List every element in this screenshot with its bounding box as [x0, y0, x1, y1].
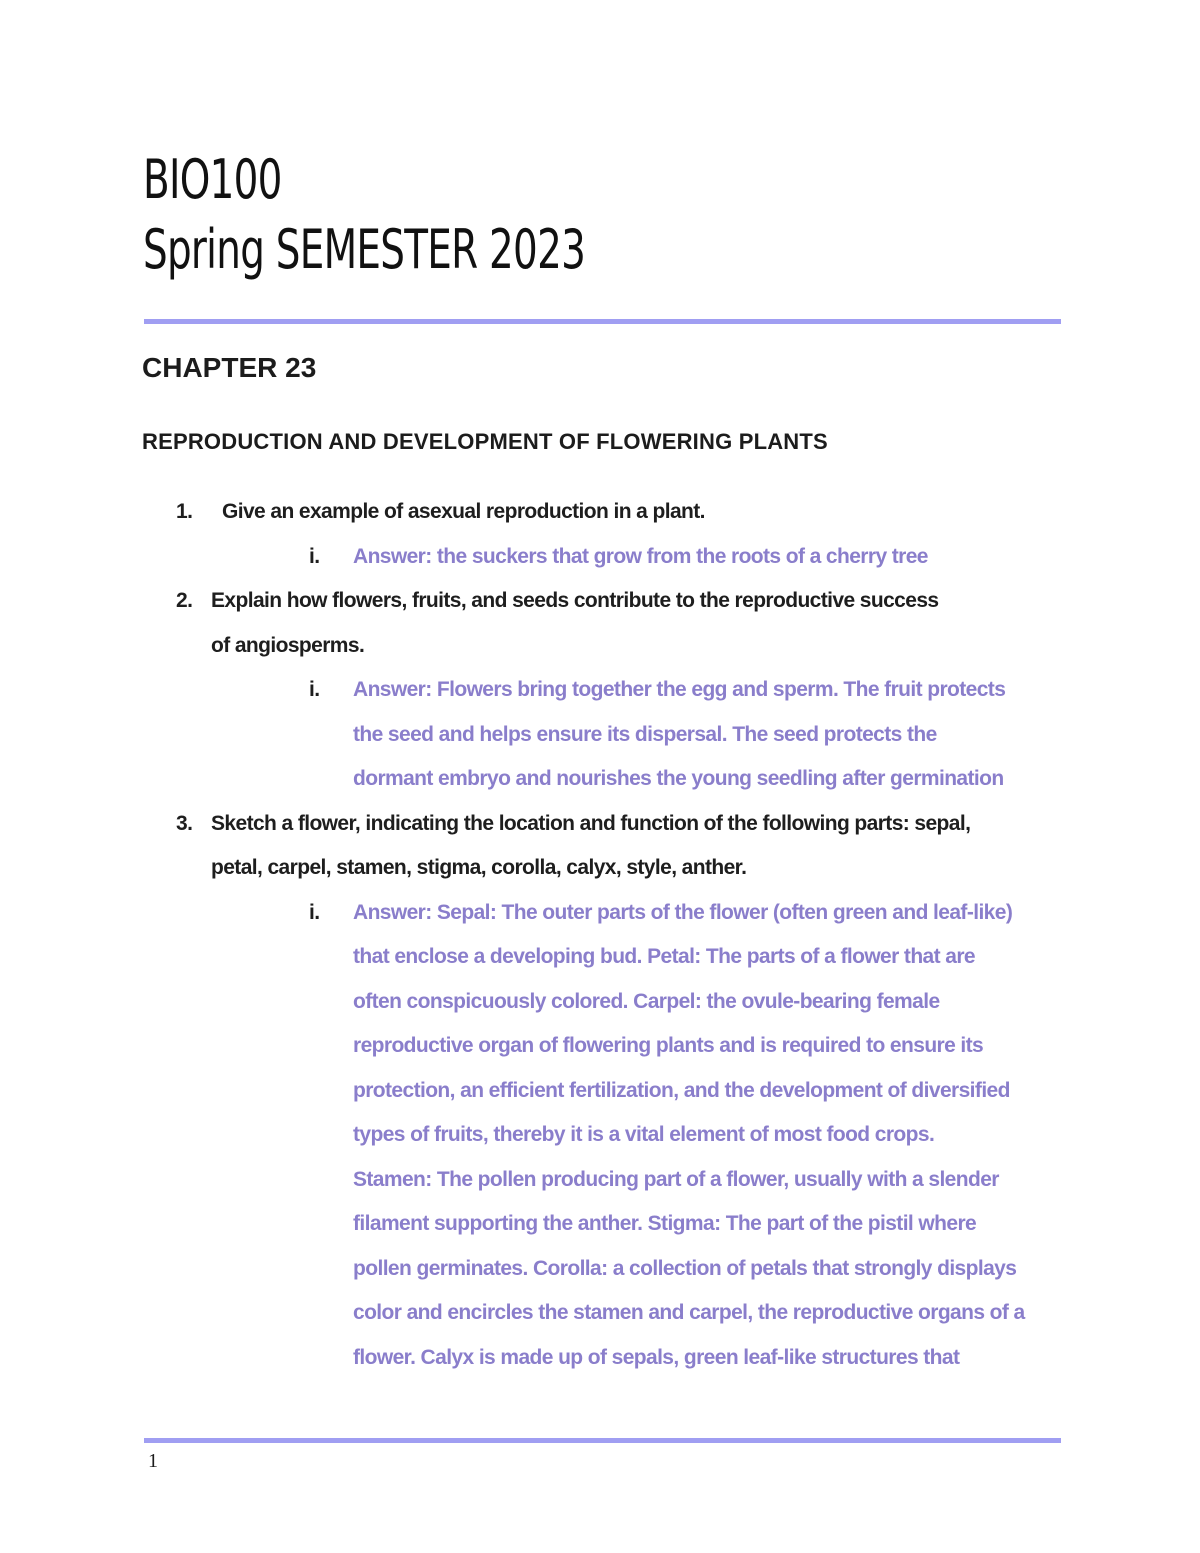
answer-text: Answer: Sepal: The outer parts of the flower (often green and leaf-like)	[353, 900, 1013, 924]
answer-text: Answer: Flowers bring together the egg and sperm. The fruit protects	[353, 678, 1006, 701]
answer-line	[0, 1247, 1200, 1292]
footer-divider	[144, 1438, 1061, 1443]
answer-text: filament supporting the anther. Stigma: The part of the pistil where	[353, 1212, 977, 1235]
answer-text: that enclose a developing bud. Petal: The parts of a flower that are	[353, 945, 975, 968]
course-title: BIO100	[143, 148, 282, 211]
question-text: of angiosperms.	[211, 633, 365, 657]
answer-line	[0, 1113, 1200, 1158]
answer-bullet: i.	[309, 678, 320, 701]
answer-line	[0, 535, 1200, 580]
chapter-heading: CHAPTER 23	[142, 352, 317, 383]
answer-text: flower. Calyx is made up of sepals, green leaf-like structures that	[353, 1345, 960, 1369]
answer-line	[0, 980, 1200, 1025]
answer-text: often conspicuously colored. Carpel: the ovule-bearing female	[353, 989, 940, 1013]
question-text: Explain how flowers, fruits, and seeds contribute to the reproductive success	[211, 589, 939, 612]
answer-text: types of fruits, thereby it is a vital element of most food crops.	[353, 1123, 935, 1146]
answer-line	[0, 713, 1200, 758]
question-line	[0, 624, 1200, 669]
answer-line	[0, 1069, 1200, 1114]
page-number: 1	[148, 1450, 158, 1472]
question-list	[0, 490, 1200, 1380]
question-text: Sketch a flower, indicating the location and function of the following parts: sepal,	[211, 811, 971, 835]
chapter-subtitle: REPRODUCTION AND DEVELOPMENT OF FLOWERING PLANTS	[142, 429, 828, 454]
answer-line	[0, 668, 1200, 713]
question-number: 1.	[176, 500, 193, 523]
answer-text: protection, an efficient fertilization, and the development of diversified	[353, 1078, 1010, 1102]
question-text: Give an example of asexual reproduction in a plant.	[222, 500, 705, 523]
question-line	[0, 579, 1200, 624]
answer-text: color and encircles the stamen and carpel, the reproductive organs of a	[353, 1301, 1025, 1324]
answer-line	[0, 1158, 1200, 1203]
answer-line	[0, 757, 1200, 802]
answer-line	[0, 1202, 1200, 1247]
header-divider	[144, 319, 1061, 324]
answer-text: reproductive organ of flowering plants and is required to ensure its	[353, 1034, 984, 1057]
answer-text: dormant embryo and nourishes the young seedling after germination	[353, 767, 1004, 790]
answer-line	[0, 1291, 1200, 1336]
question-line	[0, 846, 1200, 891]
question-number: 2.	[176, 589, 193, 612]
answer-line	[0, 1336, 1200, 1381]
question-text: petal, carpel, stamen, stigma, corolla, calyx, style, anther.	[211, 856, 747, 879]
answer-line	[0, 1024, 1200, 1069]
question-number: 3.	[176, 811, 193, 835]
answer-line	[0, 935, 1200, 980]
question-line	[0, 802, 1200, 847]
answer-text: pollen germinates. Corolla: a collection of petals that strongly displays	[353, 1256, 1017, 1280]
semester-title: Spring SEMESTER 2023	[143, 218, 586, 281]
answer-line	[0, 891, 1200, 936]
answer-text: Answer: the suckers that grow from the roots of a cherry tree	[353, 544, 928, 568]
question-line	[0, 490, 1200, 535]
answer-text: the seed and helps ensure its dispersal. The seed protects the	[353, 722, 937, 746]
answer-text: Stamen: The pollen producing part of a flower, usually with a slender	[353, 1167, 999, 1191]
answer-bullet: i.	[309, 544, 320, 568]
answer-bullet: i.	[309, 900, 320, 924]
